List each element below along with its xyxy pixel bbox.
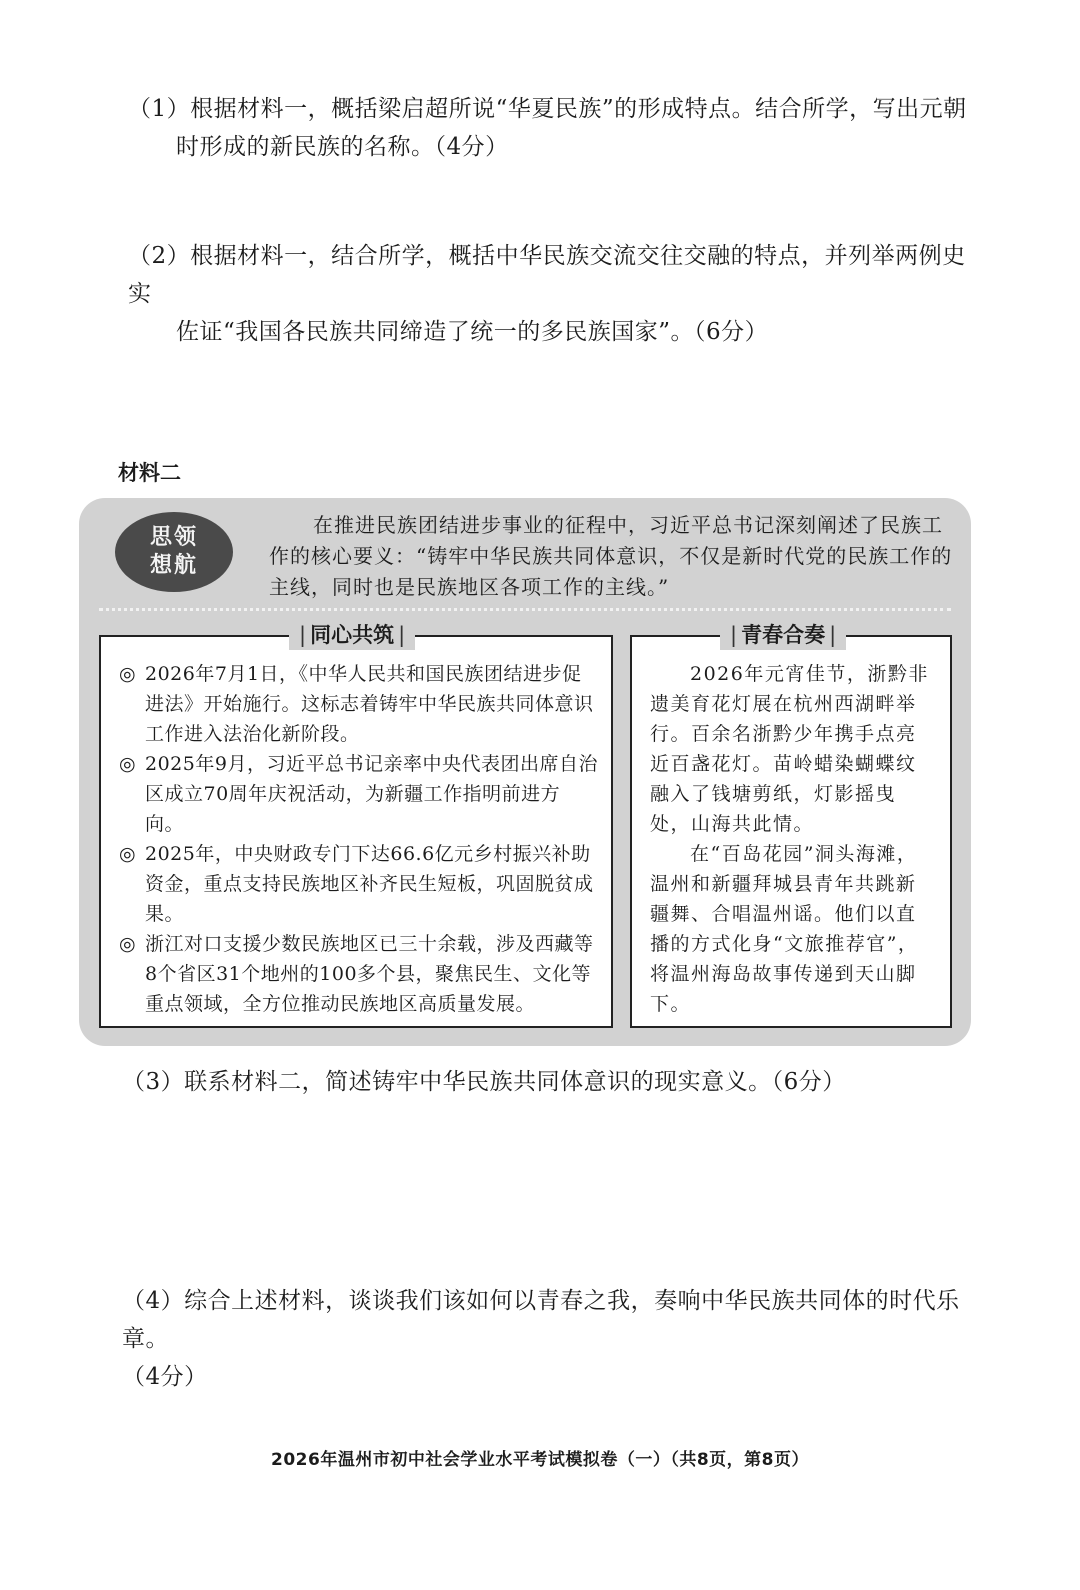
left-box-title-text: 同心共筑: [310, 623, 395, 647]
title-bar-right: |: [398, 623, 406, 647]
lead-paragraph: 在推进民族团结进步事业的征程中，习近平总书记深刻阐述了民族工作的核心要义：“铸牢中华民族共同体意识，不仅是新时代党的民族工作的主线，同时也是民族地区各项工作的主线。”: [269, 513, 953, 599]
left-box-title: [289, 620, 415, 650]
question-1-line-2: 时形成的新民族的名称。（4分）: [176, 134, 509, 160]
list-item-text: 2025年9月，习近平总书记亲率中央代表团出席自治区成立70周年庆祝活动，为新疆工作指明前进方向。: [145, 753, 598, 835]
thought-navigation-badge: [115, 512, 233, 592]
page-footer: 2026年温州市初中社会学业水平考试模拟卷（一）（共8页，第8页）: [271, 1450, 809, 1470]
right-box-title-text: 青春合奏: [741, 623, 826, 647]
right-box-text: [650, 659, 936, 1019]
list-item: [119, 839, 599, 929]
double-circle-bullet-icon: ◎: [119, 753, 137, 775]
badge-line-2: 想航: [149, 553, 198, 578]
list-item-text: 2025年，中央财政专门下达66.6亿元乡村振兴补助资金，重点支持民族地区补齐民生短板，巩固脱贫成果。: [145, 843, 594, 925]
list-item: [119, 749, 599, 839]
right-box-title: [720, 620, 846, 650]
badge-line-1: 思领: [149, 525, 198, 550]
list-item-text: 2026年7月1日，《中华人民共和国民族团结进步促进法》开始施行。这标志着铸牢中华民族共同体意识工作进入法治化新阶段。: [145, 663, 594, 745]
right-box-paragraph: 2026年元宵佳节，浙黔非遗美育花灯展在杭州西湖畔举行。百余名浙黔少年携手点亮近百盏花灯。苗岭蜡染蝴蝶纹融入了钱塘剪纸，灯影摇曳处，山海共此情。: [650, 663, 929, 835]
double-circle-bullet-icon: ◎: [119, 933, 137, 955]
title-bar-left: |: [730, 623, 738, 647]
list-item-text: 浙江对口支援少数民族地区已三十余载，涉及西藏等8个省区31个地州的100多个县，聚焦民生、文化等重点领域，全方位推动民族地区高质量发展。: [145, 933, 594, 1015]
question-4-line-1: （4）综合上述材料，谈谈我们该如何以青春之我，奏响中华民族共同体的时代乐章。: [122, 1288, 960, 1352]
double-circle-bullet-icon: ◎: [119, 843, 137, 865]
double-circle-bullet-icon: ◎: [119, 663, 137, 685]
left-box-list: [119, 659, 599, 1019]
question-4-line-2: （4分）: [122, 1364, 208, 1390]
question-2: [128, 237, 988, 351]
title-bar-right: |: [829, 623, 837, 647]
question-3-line-1: （3）联系材料二，简述铸牢中华民族共同体意识的现实意义。（6分）: [122, 1069, 846, 1095]
question-2-line-2: 佐证“我国各民族共同缔造了统一的多民族国家”。（6分）: [176, 319, 769, 345]
list-item: [119, 929, 599, 1019]
material-2-panel: [79, 498, 971, 1046]
qingchun-hezou-box: [630, 623, 952, 1028]
material-2-label: 材料二: [118, 461, 181, 485]
question-1-line-1: （1）根据材料一，概括梁启超所说“华夏民族”的形成特点。结合所学，写出元朝: [128, 96, 967, 122]
title-bar-left: |: [299, 623, 307, 647]
question-1: [128, 90, 988, 166]
question-2-line-1: （2）根据材料一，结合所学，概括中华民族交流交往交融的特点，并列举两例史实: [128, 243, 966, 307]
right-box-paragraph: 在“百岛花园”洞头海滩，温州和新疆拜城县青年共跳新疆舞、合唱温州谣。他们以直播的方式化身“文旅推荐官”，将温州海岛故事传递到天山脚下。: [650, 843, 919, 1015]
question-4: [122, 1282, 982, 1396]
tongxin-gongzhu-box: [99, 623, 613, 1028]
question-3: [122, 1063, 982, 1101]
list-item: [119, 659, 599, 749]
dotted-divider: [99, 608, 951, 611]
